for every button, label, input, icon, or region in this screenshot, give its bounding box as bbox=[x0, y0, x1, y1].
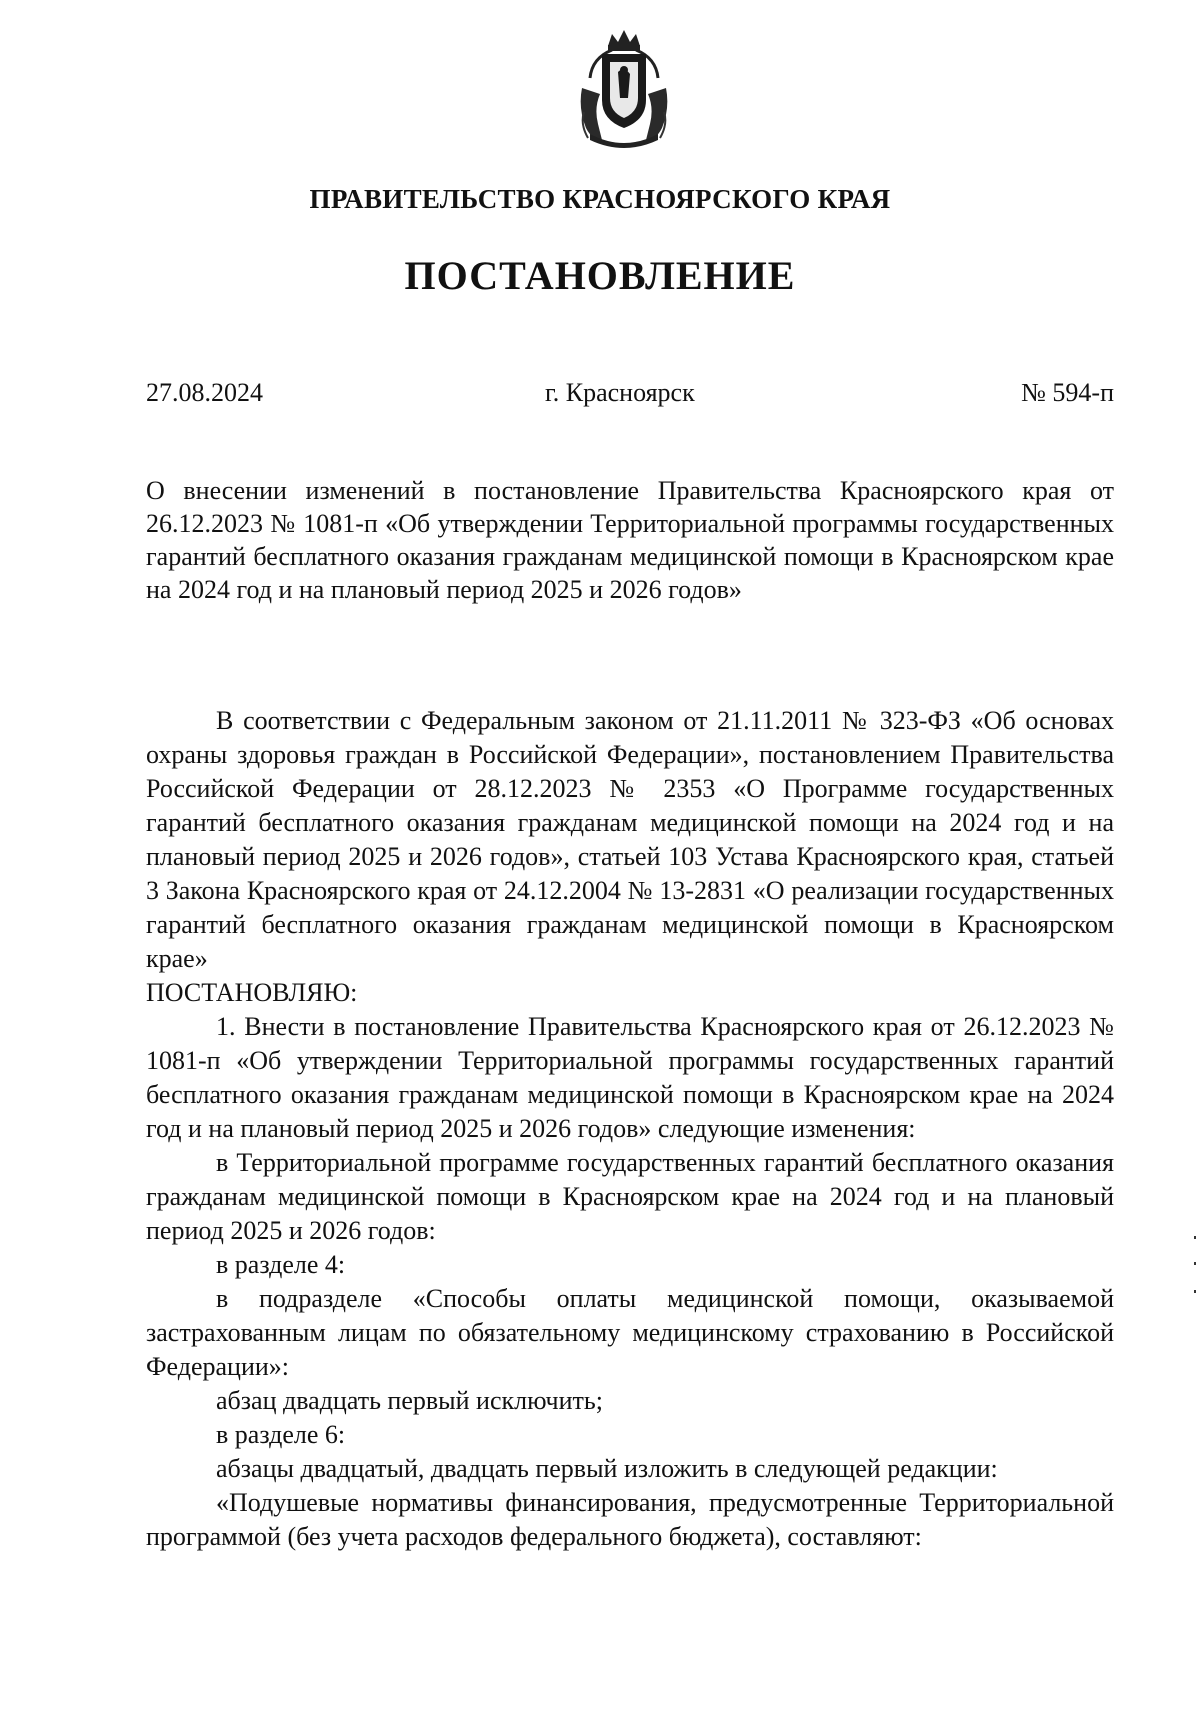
government-title: ПРАВИТЕЛЬСТВО КРАСНОЯРСКОГО КРАЯ bbox=[309, 184, 891, 214]
scan-edge-mark bbox=[1194, 1236, 1196, 1239]
document-body bbox=[146, 704, 1114, 1554]
document-place: г. Красноярск bbox=[545, 378, 695, 407]
paragraph-exclude: абзац двадцать первый исключить; bbox=[216, 1386, 603, 1415]
paragraph-item-1: 1. Внести в постановление Правительства Красноярского края от 26.12.2023 № 1081-п «Об утверждении Территориальной программы государственных гарантий бесплатного оказания гражданам медицинской помощи в Красноярском крае на 2024 год и на плановый период 2025 и 2026 годов» следующие изменения: bbox=[146, 1012, 1114, 1143]
paragraph-subsection: в подразделе «Способы оплаты медицинской помощи, оказываемой застрахованным лицам по обязательному медицинскому страхованию в Российской Федерации»: bbox=[146, 1284, 1114, 1381]
paragraph-section-6: в разделе 6: bbox=[216, 1420, 346, 1449]
paragraph-quoted-norms: «Подушевые нормативы финансирования, предусмотренные Территориальной программой (без учета расходов федерального бюджета), составляют: bbox=[146, 1488, 1114, 1551]
document-subject: О внесении изменений в постановление Правительства Красноярского края от 26.12.2023 № 1081-п «Об утверждении Территориальной программы государственных гарантий бесплатного оказания гражданам медицинской помощи в Красноярском крае на 2024 год и на плановый период 2025 и 2026 годов» bbox=[146, 476, 1114, 604]
scan-edge-mark bbox=[1194, 1290, 1196, 1293]
paragraph-resolve: ПОСТАНОВЛЯЮ: bbox=[146, 978, 358, 1007]
coat-of-arms-icon bbox=[572, 28, 676, 152]
document-number: № 594-п bbox=[1021, 378, 1114, 407]
document-meta bbox=[146, 378, 1114, 408]
scan-edge-mark bbox=[1194, 1262, 1196, 1265]
document-date: 27.08.2024 bbox=[146, 378, 263, 407]
document-type-title: ПОСТАНОВЛЕНИЕ bbox=[404, 253, 796, 298]
paragraph-section-4: в разделе 4: bbox=[216, 1250, 346, 1279]
paragraph-legal-basis: В соответствии с Федеральным законом от 21.11.2011 № 323-ФЗ «Об основах охраны здоровья граждан в Российской Федерации», постановлением Правительства Российской Федерации от 28.12.2023 № 2353 «О Программе государственных гарантий бесплатного оказания гражданам медицинской помощи на 2024 год и на плановый период 2025 и 2026 годов», статьей 103 Устава Красноярского края, статьей 3 Закона Красноярского края от 24.12.2004 № 13-2831 «О реализации государственных гарантий бесплатного оказания гражданам медицинской помощи в Красноярском крае» bbox=[146, 706, 1114, 973]
paragraph-new-edition: абзацы двадцатый, двадцать первый изложить в следующей редакции: bbox=[216, 1454, 998, 1483]
paragraph-territorial-program: в Территориальной программе государственных гарантий бесплатного оказания гражданам медицинской помощи в Красноярском крае на 2024 год и на плановый период 2025 и 2026 годов: bbox=[146, 1148, 1114, 1245]
